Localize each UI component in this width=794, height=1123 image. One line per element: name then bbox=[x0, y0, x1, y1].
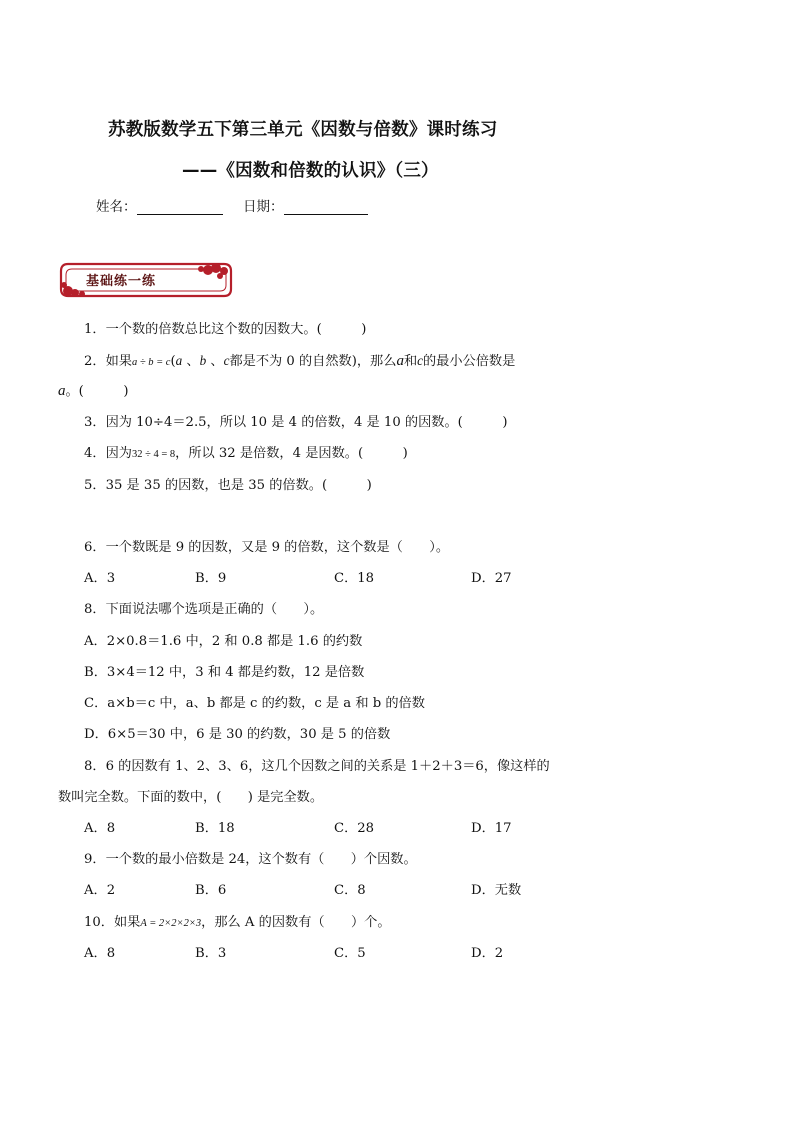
question-9-option-d: D．无数 bbox=[471, 883, 522, 898]
question-10-text: ，那么 A 的因数有（ ）个。 bbox=[201, 915, 391, 930]
section-title: 基础练一练 bbox=[86, 274, 157, 289]
question-1: 1．一个数的倍数总比这个数的因数大。( ) bbox=[84, 322, 367, 337]
question-6-option-d: D．27 bbox=[471, 571, 512, 586]
question-2-line2 bbox=[58, 383, 129, 400]
question-10-option-b: B．3 bbox=[195, 946, 227, 961]
date-field bbox=[243, 195, 368, 215]
question-2-prefix: 2．如果 bbox=[84, 354, 132, 369]
question-9-option-a: A．2 bbox=[84, 883, 116, 898]
question-2-equation: a ÷ b = c bbox=[131, 357, 171, 368]
question-4-text: ，所以 32 是倍数，4 是因数。( ) bbox=[175, 446, 408, 461]
question-6-option-a: A．3 bbox=[84, 571, 116, 586]
question-2-and: 和 bbox=[403, 354, 418, 369]
question-4-equation: 32 ÷ 4 = 8 bbox=[131, 449, 176, 460]
question-10-option-c: C．5 bbox=[334, 946, 366, 961]
question-8a-option-a: A．2×0.8＝1.6 中，2 和 0.8 都是 1.6 的约数 bbox=[84, 634, 363, 649]
question-9: 9．一个数的最小倍数是 24，这个数有（ ）个因数。 bbox=[84, 852, 417, 867]
question-10 bbox=[84, 914, 391, 932]
question-2-paren: ( bbox=[170, 354, 176, 369]
sep: 、 bbox=[182, 354, 200, 369]
question-2-text: 都是不为 0 的自然数)，那么 bbox=[229, 354, 397, 369]
question-3: 3．因为 10÷4＝2.5，所以 10 是 4 的倍数，4 是 10 的因数。( ) bbox=[84, 415, 508, 430]
var-a: a bbox=[396, 353, 404, 369]
date-label: 日期： bbox=[243, 199, 284, 215]
question-9-option-b: B．6 bbox=[195, 883, 227, 898]
question-8b-option-a: A．8 bbox=[84, 821, 116, 836]
var-a: a bbox=[175, 353, 183, 368]
question-8b-option-d: D．17 bbox=[471, 821, 512, 836]
question-8a-option-b: B．3×4＝12 中，3 和 4 都是约数，12 是倍数 bbox=[84, 665, 365, 680]
question-8b: 8．6 的因数有 1、2、3、6，这几个因数之间的关系是 1＋2＋3＝6，像这样的 bbox=[84, 759, 550, 774]
name-blank bbox=[137, 200, 223, 215]
question-4 bbox=[84, 445, 408, 463]
page-subtitle: ——《因数和倍数的认识》（三） bbox=[182, 161, 439, 181]
sep: 、 bbox=[206, 354, 224, 369]
question-8a-option-c: C．a×b＝c 中，a、b 都是 c 的约数，c 是 a 和 b 的倍数 bbox=[84, 696, 425, 711]
question-10-equation: A = 2×2×2×3 bbox=[140, 918, 202, 929]
name-label: 姓名： bbox=[96, 199, 137, 215]
question-4-prefix: 4．因为 bbox=[84, 446, 132, 461]
question-8b-option-c: C．28 bbox=[334, 821, 375, 836]
question-8b-option-b: B．18 bbox=[195, 821, 235, 836]
question-2-blank: 。( ) bbox=[65, 384, 129, 399]
question-2 bbox=[84, 352, 515, 371]
var-c: c bbox=[223, 353, 230, 368]
var-c: c bbox=[417, 353, 423, 368]
question-8a: 8．下面说法哪个选项是正确的（ ）。 bbox=[84, 602, 324, 617]
question-6-option-c: C．18 bbox=[334, 571, 375, 586]
var-a: a bbox=[58, 383, 66, 399]
question-8b-line2: 数叫完全数。下面的数中，( ) 是完全数。 bbox=[58, 790, 324, 805]
question-10-prefix: 10．如果 bbox=[84, 915, 141, 930]
question-2-tail: 的最小公倍数是 bbox=[422, 354, 516, 369]
page-title: 苏教版数学五下第三单元《因数与倍数》课时练习 bbox=[108, 120, 498, 140]
date-blank bbox=[284, 200, 368, 215]
question-5: 5．35 是 35 的因数，也是 35 的倍数。( ) bbox=[84, 478, 372, 493]
question-10-option-d: D．2 bbox=[471, 946, 504, 961]
question-9-option-c: C．8 bbox=[334, 883, 366, 898]
name-field bbox=[96, 195, 223, 215]
var-b: b bbox=[199, 353, 207, 368]
question-10-option-a: A．8 bbox=[84, 946, 116, 961]
question-8a-option-d: D．6×5＝30 中，6 是 30 的约数，30 是 5 的倍数 bbox=[84, 727, 391, 742]
question-6-option-b: B．9 bbox=[195, 571, 227, 586]
question-6: 6．一个数既是 9 的因数，又是 9 的倍数，这个数是（ ）。 bbox=[84, 540, 450, 555]
